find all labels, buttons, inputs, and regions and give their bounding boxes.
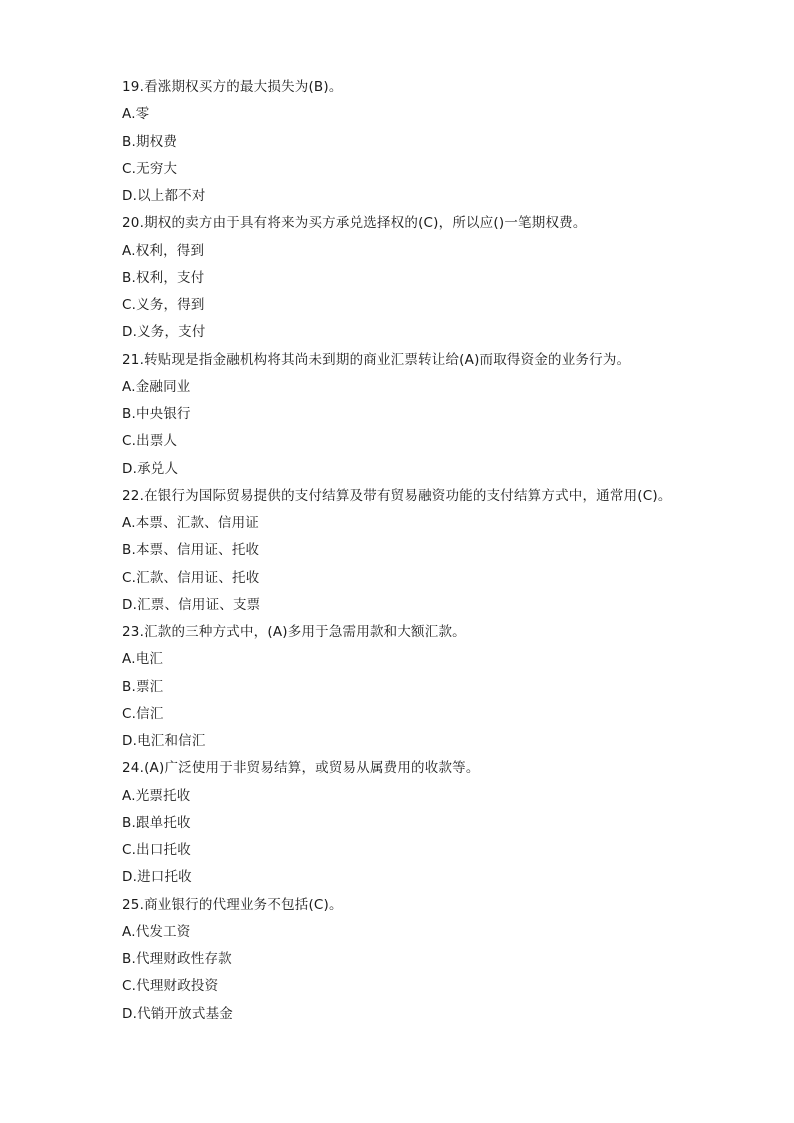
- question-text: 21.转贴现是指金融机构将其尚未到期的商业汇票转让给(A)而取得资金的业务行为。: [122, 351, 631, 368]
- option-c: C.信汇: [122, 705, 164, 722]
- option-a: A.权利，得到: [122, 242, 205, 259]
- option-b: B.本票、信用证、托收: [122, 542, 260, 559]
- option-c: C.代理财政投资: [122, 978, 219, 995]
- option-b: B.票汇: [122, 678, 164, 695]
- option-a: A.代发工资: [122, 923, 191, 940]
- question-text: 23.汇款的三种方式中，(A)多用于急需用款和大额汇款。: [122, 624, 466, 640]
- option-c: C.义务，得到: [122, 297, 205, 313]
- question-block: [122, 74, 762, 210]
- option-d: D.电汇和信汇: [122, 733, 206, 749]
- option-d: D.代销开放式基金: [122, 1005, 233, 1022]
- question-block: [122, 210, 762, 346]
- question-block: [122, 483, 762, 619]
- option-c: C.出票人: [122, 433, 178, 450]
- question-block: [122, 619, 762, 755]
- question-block: [122, 347, 762, 483]
- option-c: C.汇款、信用证、托收: [122, 569, 260, 586]
- option-a: A.电汇: [122, 651, 164, 668]
- option-d: D.以上都不对: [122, 188, 206, 204]
- option-b: B.代理财政性存款: [122, 951, 232, 967]
- option-b: B.中央银行: [122, 406, 191, 422]
- question-block: [122, 755, 762, 891]
- question-text: 20.期权的卖方由于具有将来为买方承兑选择权的(C)，所以应()一笔期权费。: [122, 215, 587, 232]
- question-block: [122, 892, 762, 1028]
- option-d: D.义务，支付: [122, 324, 206, 341]
- question-text: 25.商业银行的代理业务不包括(C)。: [122, 896, 343, 913]
- option-c: C.出口托收: [122, 842, 191, 858]
- option-a: A.光票托收: [122, 787, 191, 804]
- question-text: 19.看涨期权买方的最大损失为(B)。: [122, 79, 343, 95]
- option-d: D.汇票、信用证、支票: [122, 596, 261, 613]
- question-text: 22.在银行为国际贸易提供的支付结算及带有贸易融资功能的支付结算方式中，通常用(C)。: [122, 487, 672, 504]
- option-c: C.无穷大: [122, 160, 178, 177]
- option-b: B.期权费: [122, 133, 178, 150]
- option-d: D.进口托收: [122, 869, 192, 886]
- option-a: A.金融同业: [122, 378, 191, 395]
- option-a: A.本票、汇款、信用证: [122, 515, 259, 531]
- document-page: [122, 74, 762, 1028]
- option-d: D.承兑人: [122, 460, 179, 477]
- option-a: A.零: [122, 106, 150, 123]
- option-b: B.跟单托收: [122, 814, 191, 831]
- option-b: B.权利，支付: [122, 269, 205, 286]
- question-text: 24.(A)广泛使用于非贸易结算，或贸易从属费用的收款等。: [122, 760, 480, 777]
